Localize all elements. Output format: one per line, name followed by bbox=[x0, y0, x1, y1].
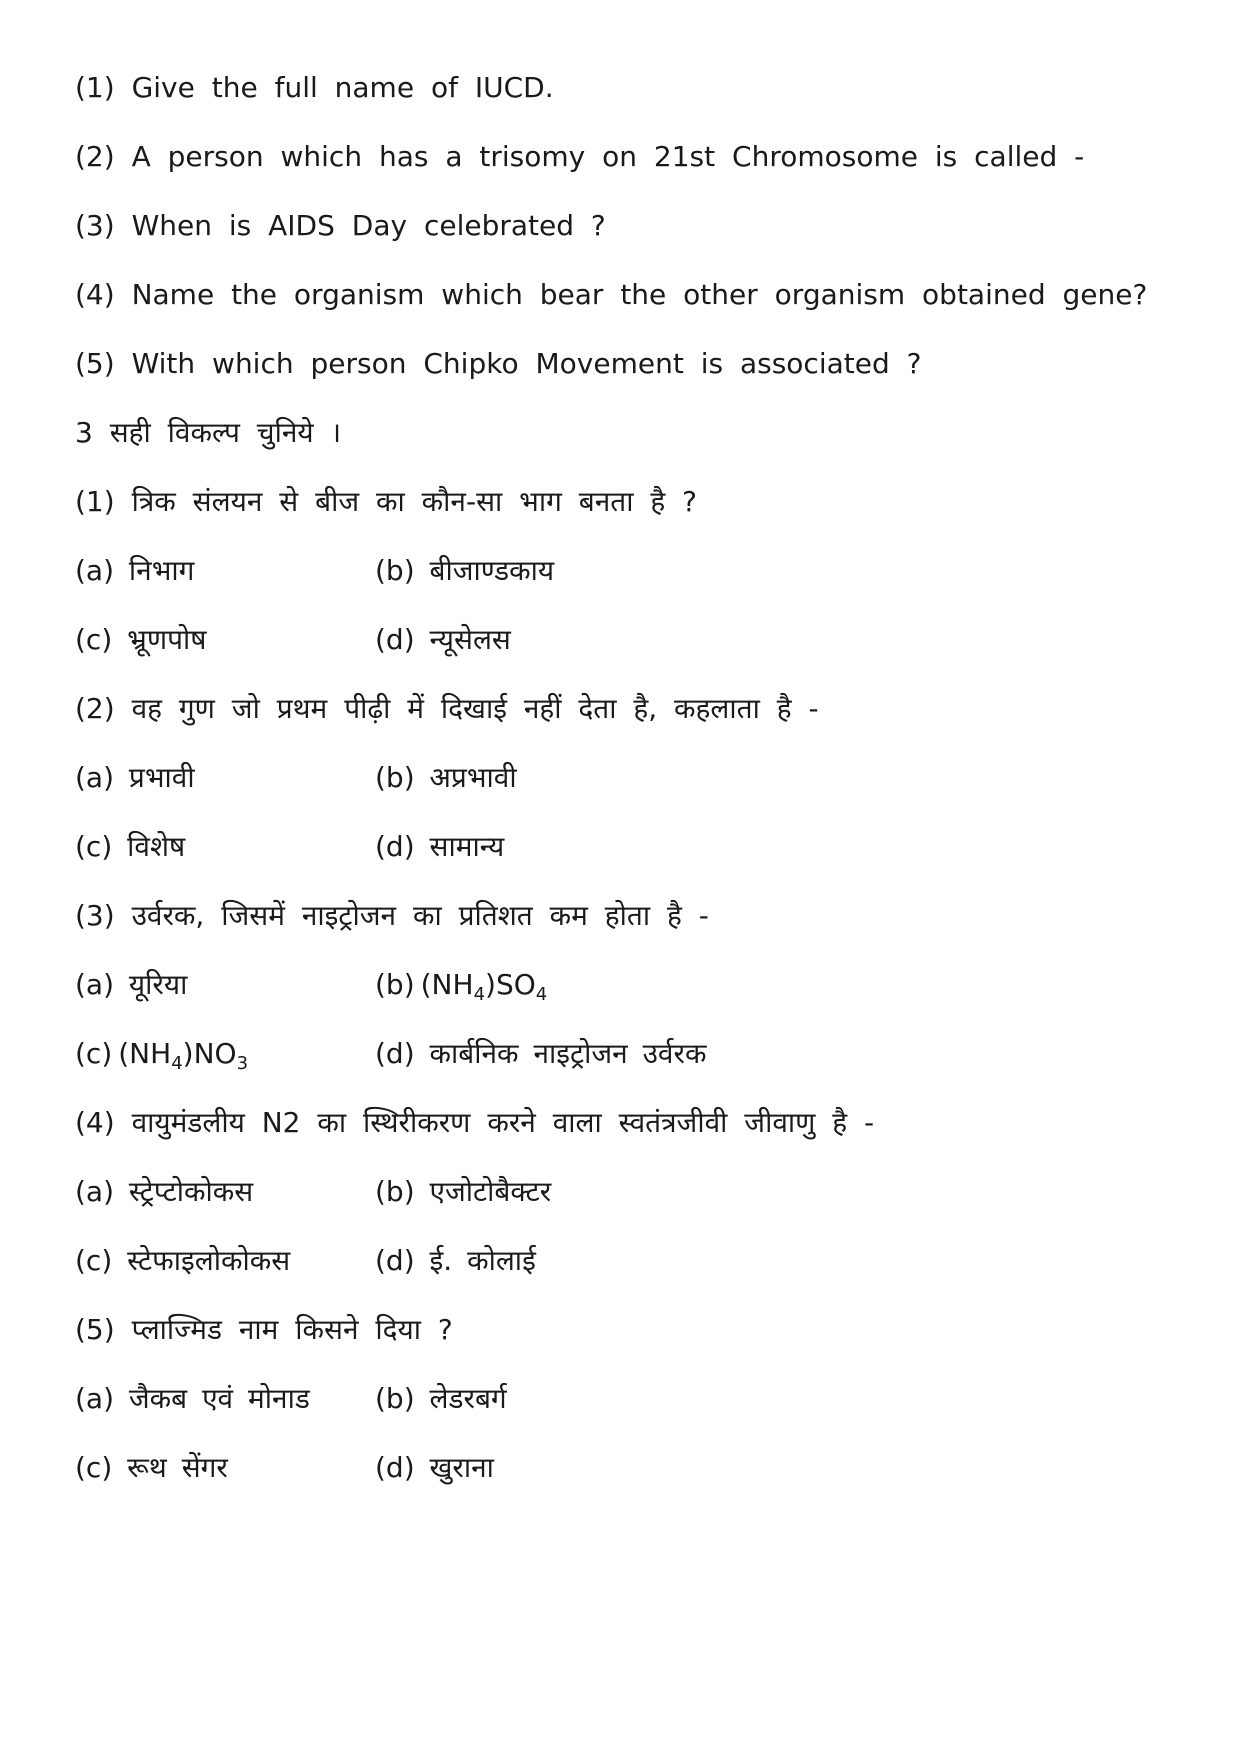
mcq-5-option-d: (d) खुराना bbox=[375, 1451, 494, 1484]
formula-subscript: 3 bbox=[236, 1053, 249, 1074]
mcq-question-2: (2) वह गुण जो प्रथम पीढ़ी में दिखाई नहीं देता है, कहलाता है - bbox=[75, 692, 819, 725]
english-question-2: (2) A person which has a trisomy on 21st Chromosome is called - bbox=[75, 140, 1085, 173]
english-question-4: (4) Name the organism which bear the other organism obtained gene? bbox=[75, 278, 1148, 311]
mcq-5-option-b: (b) लेडरबर्ग bbox=[375, 1382, 507, 1415]
english-question-1: (1) Give the full name of IUCD. bbox=[75, 71, 554, 104]
mcq-2-option-c: (c) विशेष bbox=[75, 830, 186, 863]
english-question-3: (3) When is AIDS Day celebrated ? bbox=[75, 209, 606, 242]
mcq-3-option-a: (a) यूरिया bbox=[75, 968, 188, 1001]
mcq-3-option-c bbox=[75, 1034, 248, 1074]
mcq-2-option-a: (a) प्रभावी bbox=[75, 761, 195, 794]
formula-subscript: 4 bbox=[171, 1053, 183, 1074]
mcq-1-option-c: (c) भ्रूणपोष bbox=[75, 623, 207, 656]
mcq-2-option-b: (b) अप्रभावी bbox=[375, 761, 517, 794]
option-label: (c) bbox=[75, 1037, 113, 1070]
formula-subscript: 4 bbox=[473, 984, 486, 1005]
formula-subscript: 4 bbox=[535, 984, 548, 1005]
mcq-4-option-b: (b) एजोटोबैक्टर bbox=[375, 1175, 552, 1208]
mcq-question-1: (1) त्रिक संलयन से बीज का कौन-सा भाग बनता है ? bbox=[75, 485, 698, 518]
mcq-question-3: (3) उर्वरक, जिसमें नाइट्रोजन का प्रतिशत कम होता है - bbox=[75, 899, 709, 932]
mcq-question-4: (4) वायुमंडलीय N2 का स्थिरीकरण करने वाला स्वतंत्रजीवी जीवाणु है - bbox=[75, 1106, 875, 1139]
mcq-2-option-d: (d) सामान्य bbox=[375, 830, 505, 863]
mcq-4-option-c: (c) स्टेफाइलोकोकस bbox=[75, 1244, 291, 1277]
mcq-1-option-b: (b) बीजाण्डकाय bbox=[375, 554, 555, 587]
formula-part: (NH bbox=[420, 968, 474, 1001]
mcq-3-option-d: (d) कार्बनिक नाइट्रोजन उर्वरक bbox=[375, 1037, 707, 1070]
option-label: (b) bbox=[375, 968, 415, 1001]
mcq-question-5: (5) प्लाज्मिड नाम किसने दिया ? bbox=[75, 1313, 453, 1346]
formula-part: )SO bbox=[485, 968, 536, 1001]
mcq-1-option-a: (a) निभाग bbox=[75, 554, 195, 587]
mcq-1-option-d: (d) न्यूसेलस bbox=[375, 623, 511, 656]
formula-part: )NO bbox=[182, 1037, 237, 1070]
section-heading: 3 सही विकल्प चुनिये । bbox=[75, 416, 342, 449]
formula-part: (NH bbox=[118, 1037, 172, 1070]
mcq-3-option-b bbox=[375, 965, 547, 1005]
mcq-4-option-a: (a) स्ट्रेप्टोकोकस bbox=[75, 1175, 254, 1208]
mcq-5-option-a: (a) जैकब एवं मोनाड bbox=[75, 1382, 310, 1415]
english-question-5: (5) With which person Chipko Movement is associated ? bbox=[75, 347, 922, 380]
mcq-5-option-c: (c) रूथ सेंगर bbox=[75, 1451, 228, 1484]
mcq-4-option-d: (d) ई. कोलाई bbox=[375, 1244, 536, 1277]
